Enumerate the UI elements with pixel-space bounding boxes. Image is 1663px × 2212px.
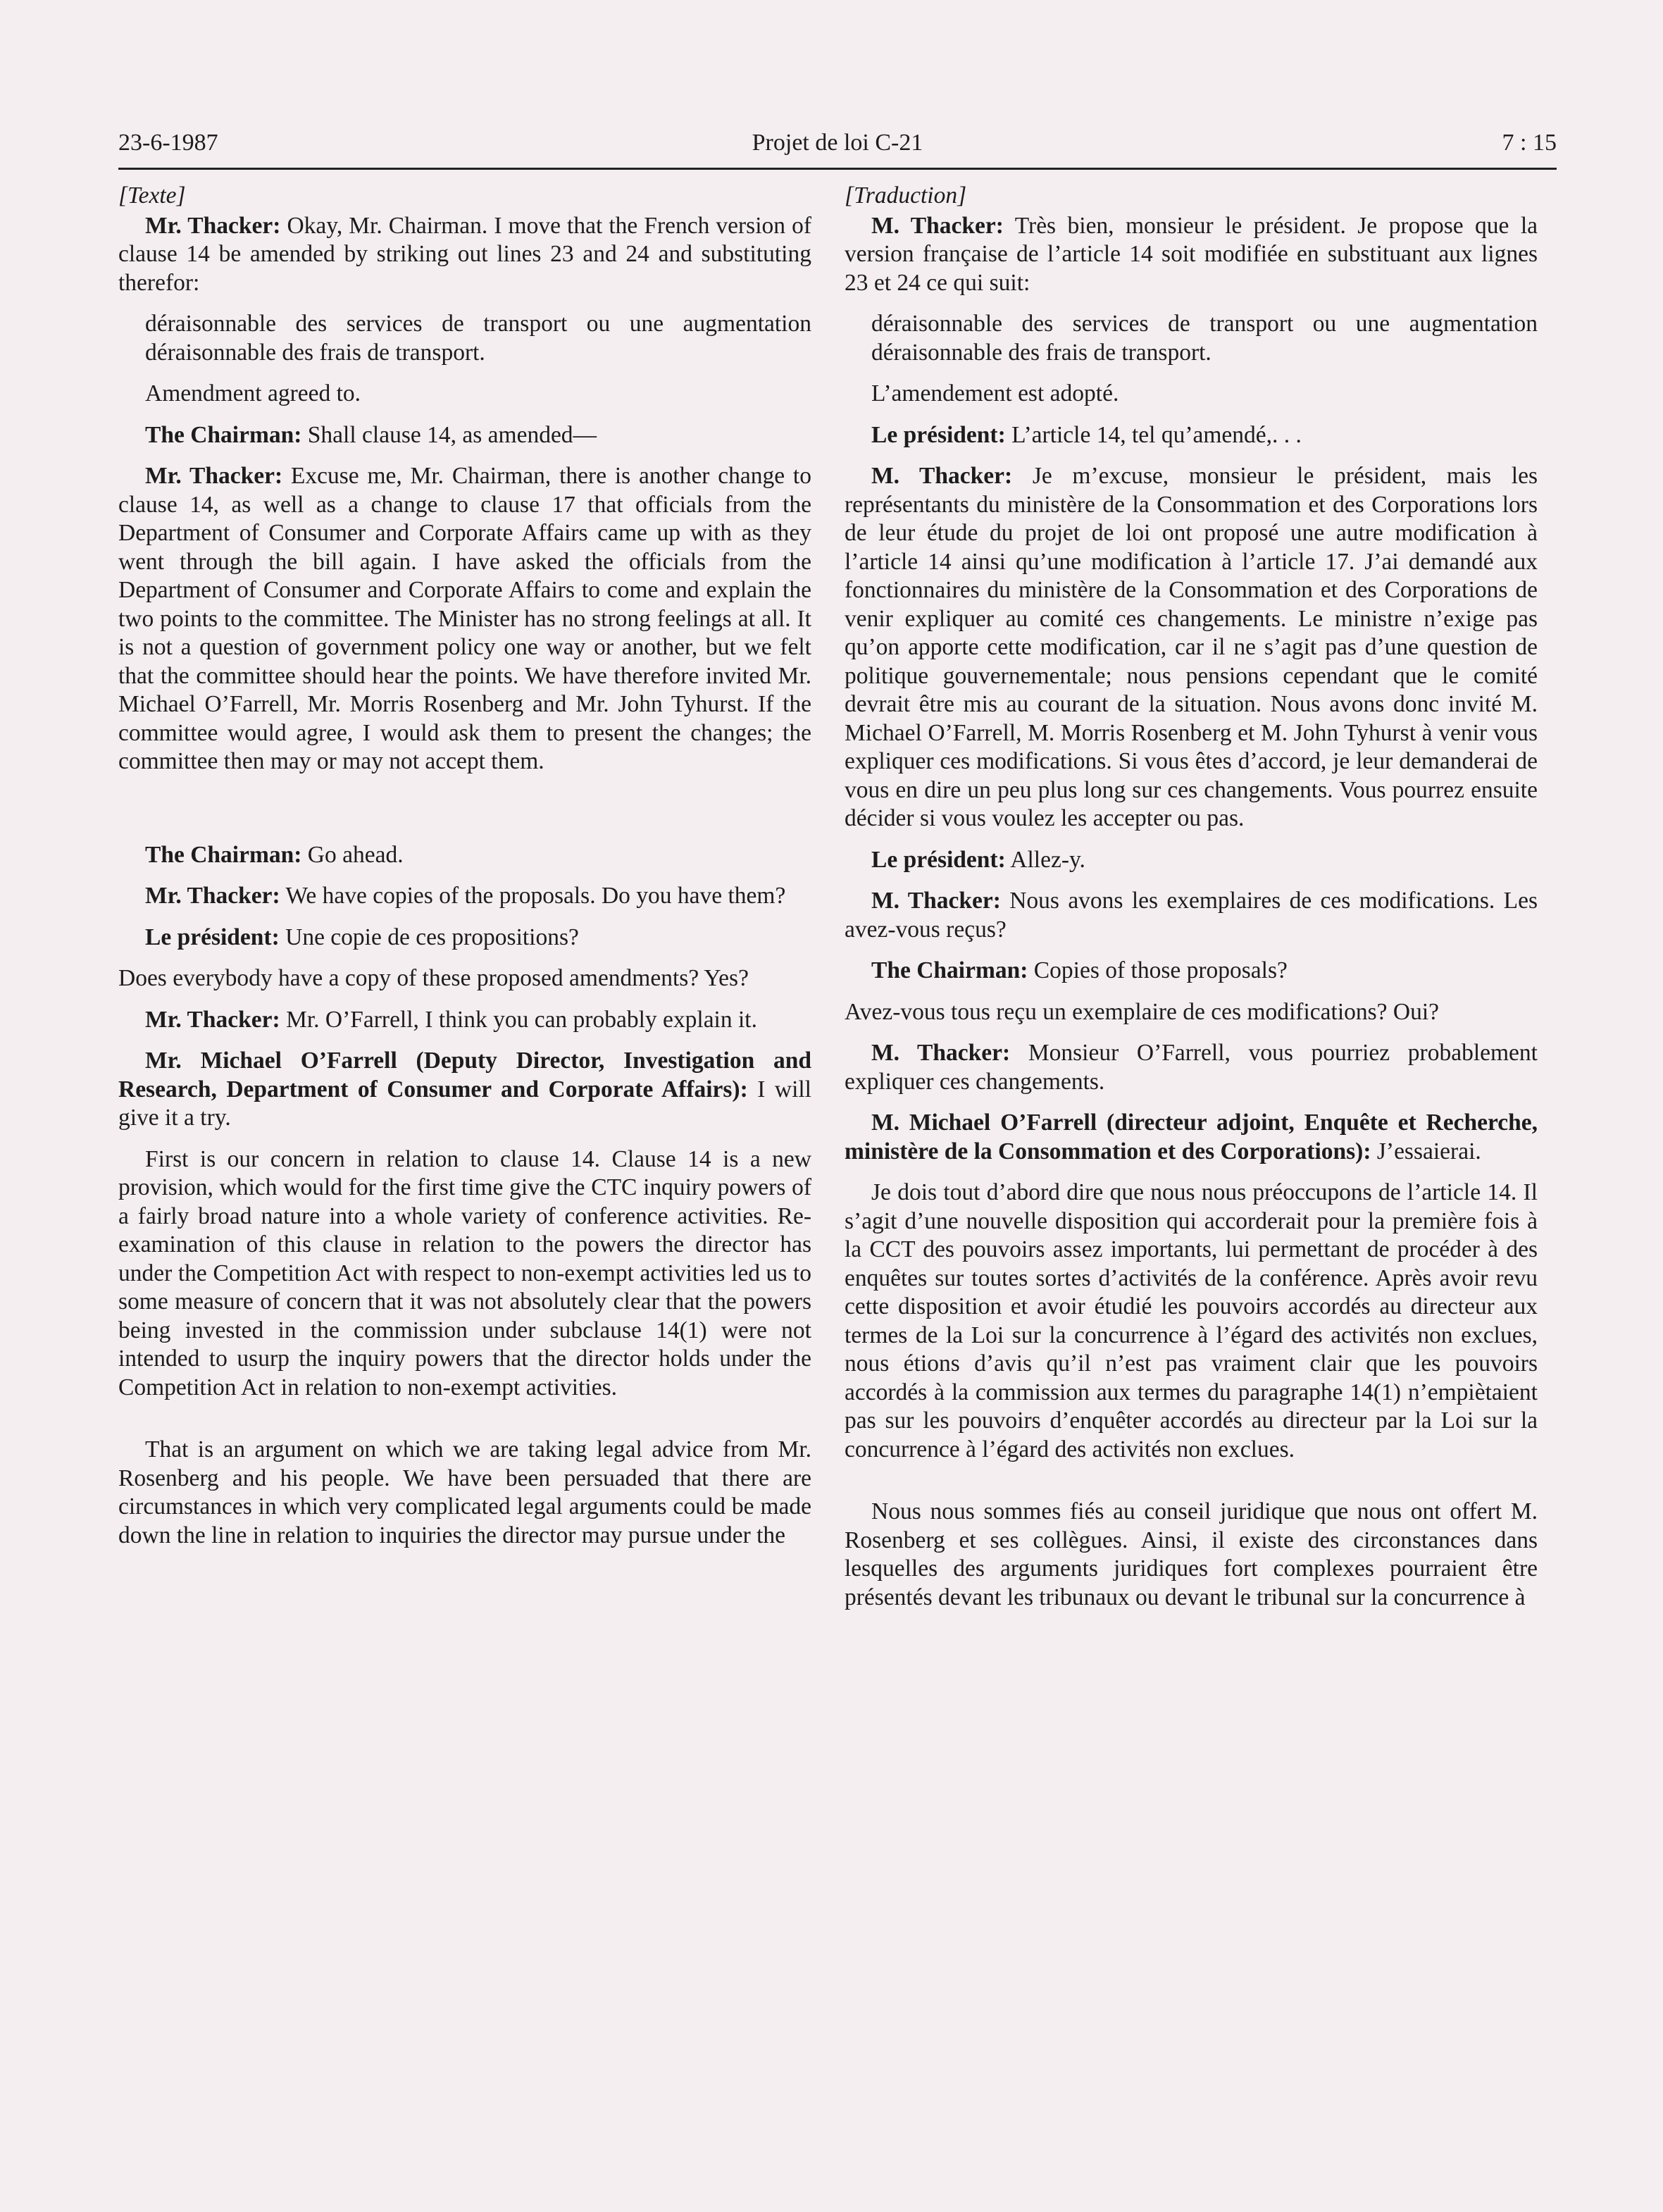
paragraph [845, 462, 1538, 833]
paragraph: First is our concern in relation to clause 14. Clause 14 is a new provision, which would for the first time give the CTC inquiry powers of a fairly broad nature into a whole variety of conference activities. Re-examination of this clause in relation to the powers the director has under the Competition Act with respect to non-exempt activities led us to some measure of concern that it was not absolutely clear that the powers being invested in the commission under subclause 14(1) were not intended to usurp the inquiry powers that the director holds under the Competition Act in relation to non-exempt activities. [118, 1145, 811, 1400]
speaker-name: Le président: [871, 421, 1006, 448]
paragraph [118, 212, 811, 298]
paragraph-text: Je m’excuse, monsieur le président, mais les représentants du ministère de la Consommation et des Corporations lors de leur étude du projet de loi ont proposé une autre modification à l’article 14 ainsi qu’une modification à l’article 17. J’ai demandé aux fonctionnaires du ministère de la Consommation et des Corporations de venir expliquer au comité ces changements. Le ministre n’exige pas qu’on apporte cette modification, car il ne s’agit pas d’une question de politique gouvernementale; nous pensions cependant que le comité devrait être mis au courant de la situation. Nous avons donc invité M. Michael O’Farrell, M. Morris Rosenberg et M. John Tyhurst à venir vous expliquer ces modifications. Si vous êtes d’accord, je leur demanderai de vous en dire un peu plus long sur ces changements. Vous pourrez ensuite décider si vous voulez les accepter ou pas. [845, 463, 1538, 831]
header-page-number: 7 : 15 [1502, 130, 1557, 156]
paragraph-text: I will give it a try. [118, 1076, 811, 1131]
paragraph-text: Copies of those proposals? [1028, 957, 1288, 983]
paragraph: Avez-vous tous reçu un exemplaire de ces modifications? Oui? [845, 998, 1440, 1025]
speaker-name: Mr. Michael O’Farrell (Deputy Director, Investigation and Research, Department of Consumer and Corporate Affairs): [118, 1048, 811, 1102]
paragraph: L’amendement est adopté. [871, 380, 1119, 406]
header-divider [118, 168, 1557, 170]
paragraph-text: Nous avons les exemplaires de ces modifications. Les avez-vous reçus? [845, 888, 1538, 943]
paragraph: Amendment agreed to. [145, 380, 361, 406]
paragraph-text: Mr. O’Farrell, I think you can probably explain it. [280, 1006, 757, 1033]
speaker-name: M. Thacker: [871, 212, 1004, 239]
section-label: [Texte] [118, 182, 186, 209]
left-column [118, 182, 811, 1562]
paragraph: Does everybody have a copy of these proposed amendments? Yes? [118, 965, 749, 991]
speaker-name: The Chairman: [871, 957, 1028, 983]
paragraph-text: Une copie de ces propositions? [279, 924, 579, 950]
quoted-amendment: déraisonnable des services de transport ou une augmentation déraisonnable des frais de transport. [871, 311, 1538, 366]
page-header [118, 124, 1557, 166]
paragraph [845, 846, 1538, 875]
speaker-name: The Chairman: [145, 841, 302, 868]
header-date: 23-6-1987 [118, 130, 218, 156]
speaker-name: M. Thacker: [871, 888, 1001, 914]
paragraph-text: Très bien, monsieur le président. Je propose que la version française de l’article 14 soit modifiée en substituant aux lignes 23 et 24 ce qui suit: [845, 212, 1538, 296]
paragraph [118, 882, 811, 911]
paragraph-text: Go ahead. [301, 841, 404, 868]
paragraph-text: Okay, Mr. Chairman. I move that the French version of clause 14 be amended by striking out lines 23 and 24 and substituting therefor: [118, 212, 811, 296]
paragraph-text: Allez-y. [1005, 846, 1085, 873]
paragraph [118, 841, 811, 870]
speaker-name: Mr. Thacker: [145, 1006, 280, 1033]
speaker-name: Mr. Thacker: [145, 883, 280, 909]
paragraph-text: We have copies of the proposals. Do you have them? [280, 883, 786, 909]
paragraph-text: Excuse me, Mr. Chairman, there is another change to clause 14, as well as a change to clause 17 that officials from the Department of Consumer and Corporate Affairs came up with as they went through the bill again. I have asked the officials from the Department of Consumer and Corporate Affairs to come and explain the two points to the committee. The Minister has no strong feelings at all. It is not a question of government policy one way or another, but we felt that the committee should hear the points. We have therefore invited Mr. Michael O’Farrell, Mr. Morris Rosenberg and Mr. John Tyhurst. If the committee would agree, I would ask them to present the changes; the committee then may or may not accept them. [118, 463, 811, 774]
speaker-name: The Chairman: [145, 421, 302, 448]
speaker-name: Mr. Thacker: [145, 463, 283, 489]
speaker-name: M. Thacker: [871, 463, 1013, 489]
paragraph [845, 421, 1538, 450]
speaker-name: Mr. Thacker: [145, 212, 281, 239]
speaker-name: M. Thacker: [871, 1040, 1011, 1066]
right-column [845, 182, 1538, 1624]
paragraph: Je dois tout d’abord dire que nous nous préoccupons de l’article 14. Il s’agit d’une nouvelle disposition qui accorderait pour la première fois à la CCT des pouvoirs assez importants, lui permettant de procéder à des enquêtes sur toutes sortes d’activités de la conférence. Après avoir revu cette disposition et avoir étudié les pouvoirs accordés au directeur aux termes de la Loi sur la concurrence à l’égard des activités non exclues, nous étions d’avis qu’il n’est pas vraiment clair que les pouvoirs accordés à la commission aux termes du paragraphe 14(1) n’empiètaient pas sur les pouvoirs d’enquêter accordés au directeur par la Loi sur la concurrence à l’égard des activités non exclues. [845, 1179, 1538, 1462]
paragraph-text: Monsieur O’Farrell, vous pourriez probablement expliquer ces changements. [845, 1040, 1538, 1095]
paragraph [118, 1006, 811, 1035]
paragraph [118, 924, 811, 952]
quoted-amendment: déraisonnable des services de transport ou une augmentation déraisonnable des frais de transport. [145, 311, 811, 366]
paragraph [845, 957, 1538, 986]
speaker-name: Le président: [871, 846, 1006, 873]
paragraph [845, 212, 1538, 298]
paragraph-text: Shall clause 14, as amended— [301, 421, 597, 448]
paragraph [845, 1109, 1538, 1166]
paragraph: Nous nous sommes fiés au conseil juridique que nous ont offert M. Rosenberg et ses collègues. Ainsi, il existe des circonstances dans lesquelles des arguments juridiques fort complexes pourraient être présentés devant les tribunaux ou devant le tribunal sur la concurrence à [845, 1498, 1538, 1610]
header-title: Projet de loi C-21 [752, 130, 923, 156]
paragraph [118, 1047, 811, 1133]
paragraph [118, 462, 811, 776]
paragraph: That is an argument on which we are taking legal advice from Mr. Rosenberg and his people. We have been persuaded that there are circumstances in which very complicated legal arguments could be made down the line in relation to inquiries the director may pursue under the [118, 1436, 811, 1548]
paragraph-text: J’essaierai. [1371, 1138, 1481, 1164]
speaker-name: M. Michael O’Farrell (directeur adjoint, Enquête et Recherche, ministère de la Consommation et des Corporations): [845, 1110, 1538, 1164]
paragraph [845, 887, 1538, 944]
paragraph [118, 421, 811, 450]
paragraph-text: L’article 14, tel qu’amendé,. . . [1005, 421, 1302, 448]
speaker-name: Le président: [145, 924, 280, 950]
section-label: [Traduction] [845, 182, 967, 209]
paragraph [845, 1039, 1538, 1096]
